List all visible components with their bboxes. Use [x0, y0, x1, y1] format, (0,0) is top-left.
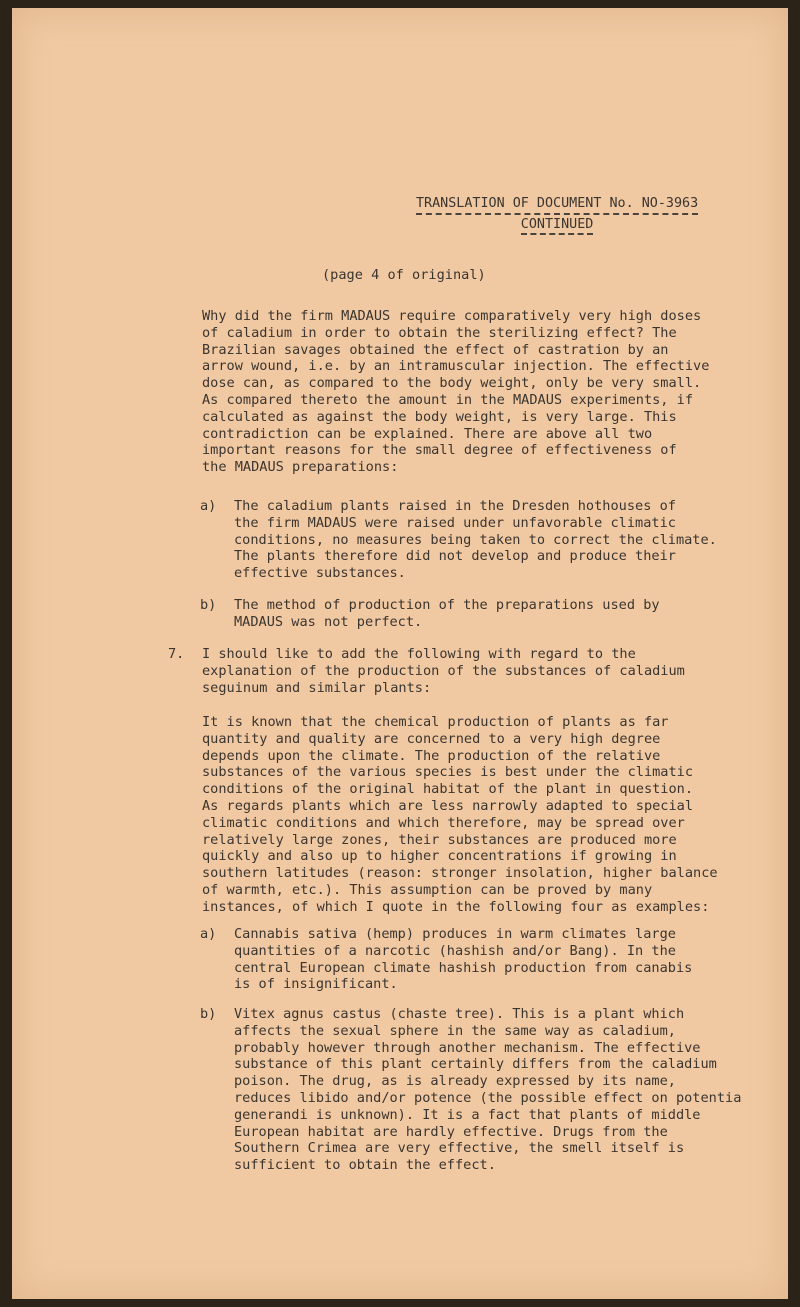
climate-paragraph: It is known that the chemical production of plants as far quantity and quality are concerned to a very high degree depends upon the climate. The production of the relative substances of the various species is best under the climatic conditions of the original habitat of the plant in question. As regards plants which are less narrowly adapted to special climatic conditions and which therefore, may be spread over relatively large zones, their substances are produced more quickly and also up to higher concentrations if growing in southern latitudes (reason: stronger insolation, higher balance of warmth, etc.). This assumption can be proved by many instances, of which I quote in the following four as examples: [202, 714, 718, 915]
heading-continued: CONTINUED [521, 217, 594, 235]
section-7-text: I should like to add the following with regard to the explanation of the production of the substances of caladium seguinum and similar plants: [202, 646, 685, 696]
document-heading [416, 196, 698, 235]
example-a-marker: a) [200, 926, 217, 942]
example-b-marker: b) [200, 1006, 217, 1022]
heading-title: TRANSLATION OF DOCUMENT No. NO-3963 [416, 196, 698, 215]
document-page [12, 8, 788, 1299]
example-a-text: Cannabis sativa (hemp) produces in warm climates large quantities of a narcotic (hashish and/or Bang). In the central European climate hashish production from canabis is of insignificant. [234, 926, 693, 993]
example-b-text: Vitex agnus castus (chaste tree). This is a plant which affects the sexual sphere in the same way as caladium, probably however through another mechanism. The effective substance of this plant certainly differs from the caladium poison. The drug, as is already expressed by its name, reduces libido and/or potence (the possible effect on potentia generandi is unknown). It is a fact that plants of middle European habitat are hardly effective. Drugs from the Southern Crimea are very effective, the smell itself is sufficient to obtain the effect. [234, 1006, 742, 1174]
reason-a-text: The caladium plants raised in the Dresden hothouses of the firm MADAUS were raised under unfavorable climatic conditions, no measures being taken to correct the climate. The plants therefore did not develop and produce their effective substances. [234, 498, 717, 582]
reason-a-marker: a) [200, 498, 217, 514]
section-7-number: 7. [168, 646, 185, 662]
intro-paragraph: Why did the firm MADAUS require comparatively very high doses of caladium in order to obtain the sterilizing effect? The Brazilian savages obtained the effect of castration by an arrow wound, i.e. by an intramuscular injection. The effective dose can, as compared to the body weight, only be very small. As compared thereto the amount in the MADAUS experiments, if calculated as against the body weight, is very large. This contradiction can be explained. There are above all two important reasons for the small degree of effectiveness of the MADAUS preparations: [202, 308, 710, 476]
reason-b-marker: b) [200, 597, 217, 613]
page-reference: (page 4 of original) [322, 267, 486, 283]
reason-b-text: The method of production of the preparations used by MADAUS was not perfect. [234, 597, 660, 630]
